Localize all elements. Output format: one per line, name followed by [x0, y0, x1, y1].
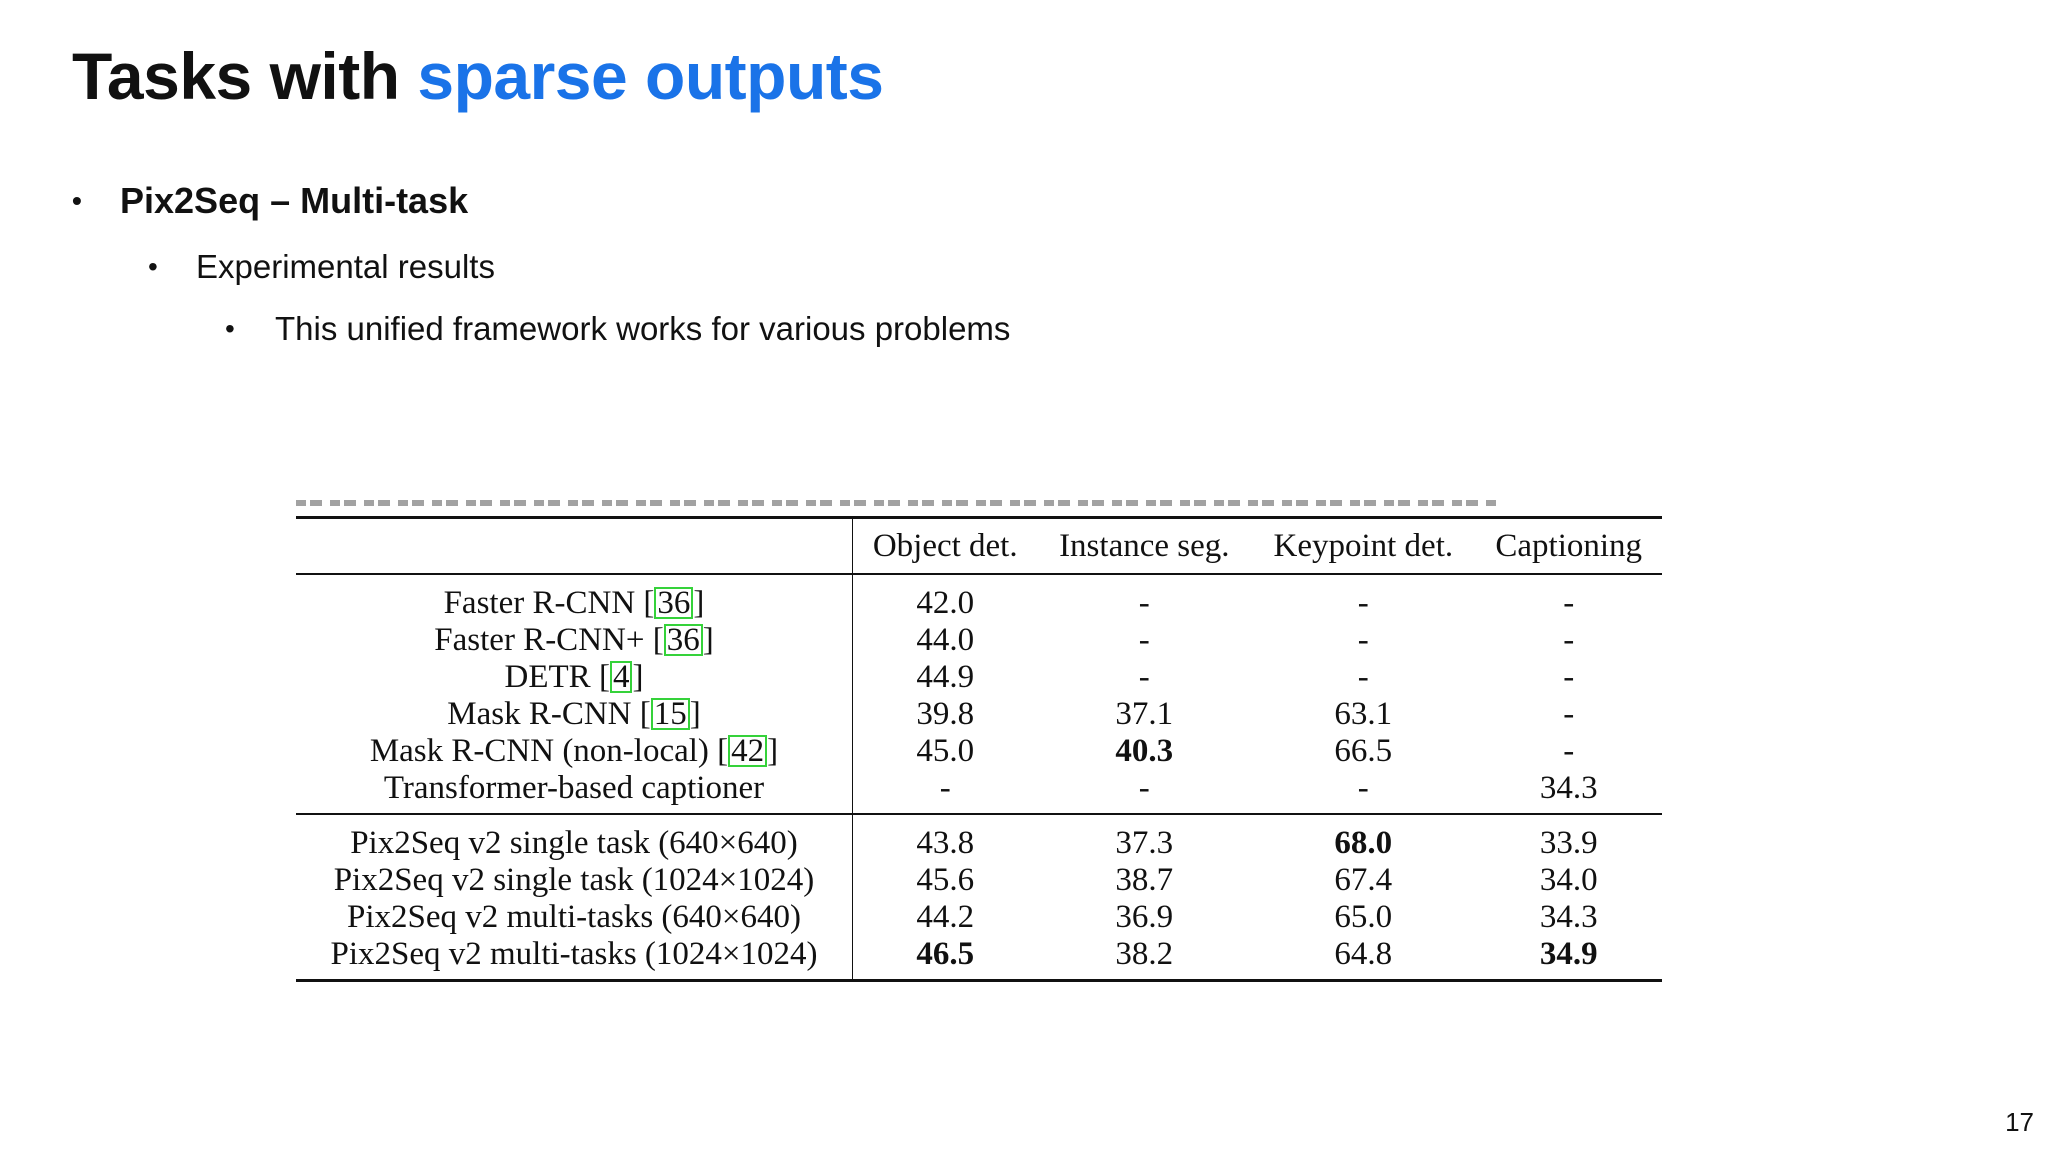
value-cell: 46.5: [916, 936, 975, 972]
ref-bracket: ]: [632, 659, 644, 695]
value-cell: -: [1138, 659, 1150, 695]
bullet-dot: •: [148, 251, 158, 282]
model-name: Faster R-CNN: [443, 585, 636, 621]
ref-bracket: [: [652, 622, 664, 658]
citation-ref: 36: [654, 587, 693, 619]
bullet-text: Pix2Seq – Multi-task: [120, 180, 469, 221]
citation-ref: 4: [610, 661, 633, 693]
value-cell: 38.7: [1115, 862, 1174, 898]
value-cell: -: [1357, 659, 1369, 695]
bullet-text: This unified framework works for various problems: [275, 310, 1011, 347]
value-cell: -: [1563, 696, 1575, 732]
value-cell: 34.3: [1539, 770, 1598, 806]
ref-bracket: [: [717, 733, 729, 769]
value-cell: -: [1563, 659, 1575, 695]
bullet-text: Experimental results: [196, 248, 495, 285]
citation-ref: 15: [651, 698, 690, 730]
value-cell: 65.0: [1334, 899, 1393, 935]
model-cell: [296, 696, 853, 733]
value-cell: 33.9: [1539, 825, 1598, 861]
value-cell: 64.8: [1334, 936, 1393, 972]
slide-title: [72, 38, 883, 114]
title-plain: Tasks with: [72, 39, 418, 113]
pix2seq-group: [296, 814, 1662, 981]
table-row: [296, 659, 1662, 696]
value-cell: 67.4: [1334, 862, 1393, 898]
value-cell: -: [1563, 622, 1575, 658]
table-row: [296, 899, 1662, 936]
value-cell: 44.9: [916, 659, 975, 695]
model-name: Mask R-CNN (non-local): [369, 733, 709, 769]
ref-bracket: ]: [767, 733, 779, 769]
table-row: [296, 936, 1662, 981]
model-cell: [296, 770, 853, 814]
table-row: [296, 770, 1662, 814]
model-name: Faster R-CNN+: [434, 622, 645, 658]
value-cell: 40.3: [1115, 733, 1174, 769]
value-cell: 34.0: [1539, 862, 1598, 898]
value-cell: -: [1563, 585, 1575, 621]
header-cell: Keypoint det.: [1273, 528, 1454, 564]
citation-ref: 42: [728, 735, 767, 767]
table-header-row: [296, 518, 1662, 575]
value-cell: -: [1138, 622, 1150, 658]
header-cell: [296, 518, 853, 575]
value-cell: 42.0: [916, 585, 975, 621]
bullet-level-1: [72, 180, 468, 222]
bullet-dot: •: [72, 185, 82, 216]
value-cell: 37.3: [1115, 825, 1174, 861]
bullet-level-2: [148, 248, 495, 286]
table-row: [296, 696, 1662, 733]
value-cell: 66.5: [1334, 733, 1393, 769]
value-cell: 43.8: [916, 825, 975, 861]
ref-bracket: [: [643, 585, 655, 621]
value-cell: -: [1138, 770, 1150, 806]
value-cell: 36.9: [1115, 899, 1174, 935]
value-cell: -: [939, 770, 951, 806]
ref-bracket: [: [598, 659, 610, 695]
model-cell: [296, 622, 853, 659]
model-cell: Pix2Seq v2 multi-tasks (640×640): [296, 899, 853, 936]
model-cell: [296, 574, 853, 622]
value-cell: 63.1: [1334, 696, 1393, 732]
model-name: Mask R-CNN: [447, 696, 632, 732]
model-name: DETR: [504, 659, 591, 695]
value-cell: 68.0: [1334, 825, 1393, 861]
value-cell: 44.2: [916, 899, 975, 935]
value-cell: 45.6: [916, 862, 975, 898]
title-accent: sparse outputs: [417, 39, 884, 113]
model-name: Transformer-based captioner: [383, 770, 765, 806]
value-cell: 39.8: [916, 696, 975, 732]
value-cell: -: [1357, 770, 1369, 806]
ref-bracket: [: [639, 696, 651, 732]
value-cell: -: [1563, 733, 1575, 769]
table-row: [296, 862, 1662, 899]
table-row: [296, 814, 1662, 862]
header-cell: Instance seg.: [1059, 528, 1230, 564]
value-cell: 37.1: [1115, 696, 1174, 732]
table-row: [296, 574, 1662, 622]
model-cell: [296, 659, 853, 696]
value-cell: 44.0: [916, 622, 975, 658]
value-cell: 38.2: [1115, 936, 1174, 972]
value-cell: 34.9: [1539, 936, 1598, 972]
table-row: [296, 622, 1662, 659]
value-cell: 45.0: [916, 733, 975, 769]
page-number: 17: [2005, 1107, 2034, 1137]
baseline-group: [296, 574, 1662, 814]
results-table: [296, 516, 1662, 982]
ref-bracket: ]: [693, 585, 705, 621]
value-cell: -: [1138, 585, 1150, 621]
value-cell: -: [1357, 622, 1369, 658]
citation-ref: 36: [664, 624, 703, 656]
table-row: [296, 733, 1662, 770]
ref-bracket: ]: [702, 622, 714, 658]
bullet-level-3: [225, 310, 1010, 348]
cropped-caption-remnant: [296, 490, 1496, 506]
header-cell: Captioning: [1495, 528, 1643, 564]
model-cell: Pix2Seq v2 single task (1024×1024): [296, 862, 853, 899]
model-cell: [296, 733, 853, 770]
ref-bracket: ]: [689, 696, 701, 732]
model-cell: Pix2Seq v2 multi-tasks (1024×1024): [296, 936, 853, 981]
model-cell: Pix2Seq v2 single task (640×640): [296, 814, 853, 862]
value-cell: -: [1357, 585, 1369, 621]
bullet-dot: •: [225, 313, 235, 344]
value-cell: 34.3: [1539, 899, 1598, 935]
header-cell: Object det.: [872, 528, 1018, 564]
